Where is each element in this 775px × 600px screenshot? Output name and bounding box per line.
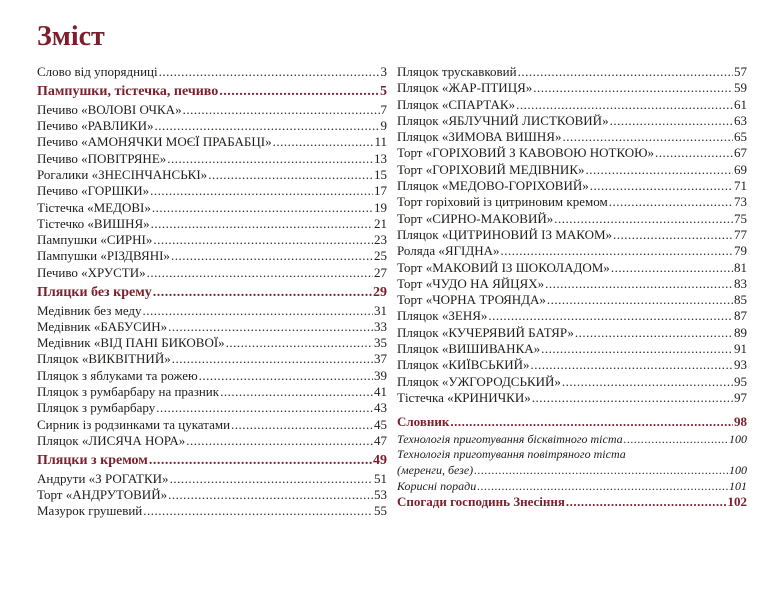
dot-leader xyxy=(152,200,373,216)
dot-leader xyxy=(143,303,373,319)
toc-entry-title: Андрути «З РОГАТКИ» xyxy=(37,470,169,486)
toc-entry-title: Пляцок «ЯБЛУЧНИЙ ЛИСТКОВИЙ» xyxy=(397,112,609,128)
dot-leader xyxy=(150,183,373,199)
toc-entry[interactable] xyxy=(37,64,387,80)
dot-leader xyxy=(153,232,373,248)
toc-entry-title: Торт «ГОРІХОВИЙ МЕДІВНИК» xyxy=(397,161,585,177)
toc-entry[interactable] xyxy=(37,102,387,118)
dot-leader xyxy=(541,341,733,357)
toc-entry[interactable] xyxy=(397,478,747,494)
dot-leader xyxy=(590,178,733,194)
toc-entry-title: Печиво «АМОНЯЧКИ МОЄЇ ПРАБАБЦІ» xyxy=(37,134,272,150)
toc-entry-title: Пляцок трускавковий xyxy=(397,64,517,79)
dot-leader xyxy=(219,83,379,102)
toc-entry[interactable] xyxy=(37,118,387,134)
dot-leader xyxy=(624,431,728,447)
toc-entry[interactable] xyxy=(397,325,747,341)
dot-leader xyxy=(531,357,733,373)
toc-entry-title: Тістечка «МЕДОВІ» xyxy=(37,199,151,215)
toc-page-number: 35 xyxy=(374,335,387,351)
toc-entry-title: Печиво «ХРУСТИ» xyxy=(37,264,146,280)
toc-page-number: 69 xyxy=(734,161,747,177)
toc-entry-title: Пляцок «УЖГОРОДСЬКИЙ» xyxy=(397,373,561,389)
toc-entry-title: Роляда «ЯГІДНА» xyxy=(397,243,500,259)
dot-leader xyxy=(168,487,373,503)
toc-page-number: 67 xyxy=(734,145,747,161)
toc-entry[interactable] xyxy=(37,183,387,199)
toc-entry[interactable] xyxy=(397,178,747,194)
toc-entry-title: Торт «МАКОВИЙ ІЗ ШОКОЛАДОМ» xyxy=(397,259,610,275)
toc-entry-title: Сирник із родзинками та цукатами xyxy=(37,416,231,432)
toc-entry-title: Тістечко «ВИШНЯ» xyxy=(37,215,150,231)
dot-leader xyxy=(488,308,733,324)
toc-entry[interactable] xyxy=(37,134,387,150)
dot-leader xyxy=(474,462,728,478)
toc-page-number: 65 xyxy=(734,129,747,145)
dot-leader xyxy=(610,113,733,129)
toc-entry[interactable] xyxy=(37,351,387,367)
toc-entry[interactable] xyxy=(37,303,387,319)
toc-entry[interactable] xyxy=(397,113,747,129)
dot-leader xyxy=(613,227,733,243)
toc-entry-title: Пляцок «КУЧЕРЯВИЙ БАТЯР» xyxy=(397,324,574,340)
toc-page-number: 19 xyxy=(374,199,387,215)
dot-leader xyxy=(501,243,734,259)
toc-entry-title: Спогади господинь Знесіння xyxy=(397,494,565,510)
toc-entry[interactable] xyxy=(37,248,387,264)
toc-entry-title: Слово від упорядниці xyxy=(37,64,158,79)
toc-page-number: 47 xyxy=(374,432,387,448)
toc-entry[interactable] xyxy=(397,357,747,373)
dot-leader xyxy=(532,390,733,406)
toc-entry[interactable] xyxy=(397,341,747,357)
toc-entry-title: (меренги, безе) xyxy=(397,462,474,477)
toc-entry[interactable] xyxy=(397,211,747,227)
dot-leader xyxy=(171,248,373,264)
toc-page-number: 39 xyxy=(374,367,387,383)
toc-entry[interactable] xyxy=(37,265,387,281)
dot-leader xyxy=(547,292,733,308)
toc-entry-title: Торт горіховий із цитриновим кремом xyxy=(397,194,608,210)
toc-entry-title: Мазурок грушевий xyxy=(37,503,143,519)
toc-entry-title: Пампушки «СИРНІ» xyxy=(37,232,153,248)
toc-page-number: 17 xyxy=(374,183,387,199)
toc-entry[interactable] xyxy=(397,129,747,145)
dot-leader xyxy=(153,284,372,303)
dot-leader xyxy=(516,97,733,113)
toc-entry-title: Тістечка «КРИНИЧКИ» xyxy=(397,389,531,405)
dot-leader xyxy=(170,471,373,487)
toc-entry-title: Пляцок «ВИКВІТНИЙ» xyxy=(37,351,171,367)
toc-page-number: 29 xyxy=(373,285,387,301)
toc-entry-title: Печиво «РАВЛИКИ» xyxy=(37,118,154,134)
dot-leader xyxy=(226,335,373,351)
dot-leader xyxy=(477,478,728,494)
toc-entry-title: Медівник «ВІД ПАНІ БИКОВОЇ» xyxy=(37,335,225,351)
toc-entry-title: Медівник «БАБУСИН» xyxy=(37,318,168,334)
toc-entry-title: Технологія приготування повітряного тіста xyxy=(397,446,626,461)
toc-page-number: 61 xyxy=(734,96,747,112)
toc-page-number: 3 xyxy=(380,64,387,79)
toc-entry-title: Пляцки з кремом xyxy=(37,453,148,469)
toc-left-column xyxy=(37,64,387,520)
toc-entry-title: Пляцок «ВИШИВАНКА» xyxy=(397,341,541,357)
toc-page-number: 89 xyxy=(734,324,747,340)
toc-entry-title: Торт «ГОРІХОВИЙ З КАВОВОЮ НОТКОЮ» xyxy=(397,145,655,161)
toc-entry[interactable] xyxy=(397,64,747,80)
toc-entry[interactable] xyxy=(37,216,387,232)
toc-page-number: 33 xyxy=(374,318,387,334)
toc-entry[interactable] xyxy=(397,308,747,324)
toc-entry[interactable] xyxy=(397,80,747,96)
toc-section-heading[interactable] xyxy=(37,452,387,471)
dot-leader xyxy=(566,494,727,510)
toc-entry[interactable] xyxy=(397,292,747,308)
toc-entry[interactable] xyxy=(397,374,747,390)
toc-page-number: 81 xyxy=(734,259,747,275)
dot-leader xyxy=(208,167,373,183)
dot-leader xyxy=(586,162,734,178)
dot-leader xyxy=(156,400,373,416)
toc-page-number: 98 xyxy=(734,414,747,430)
toc-entry[interactable] xyxy=(37,417,387,433)
toc-entry[interactable] xyxy=(397,145,747,161)
toc-entry-title: Торт «ЧОРНА ТРОЯНДА» xyxy=(397,292,546,308)
toc-page-number: 21 xyxy=(374,215,387,231)
toc-entry-title: Пампушки «РІЗДВЯНІ» xyxy=(37,248,170,264)
toc-page-number: 100 xyxy=(729,431,747,446)
toc-entry[interactable] xyxy=(397,414,747,430)
toc-page-number: 55 xyxy=(374,503,387,519)
dot-leader xyxy=(149,452,372,471)
dot-leader xyxy=(172,351,373,367)
toc-page-number: 27 xyxy=(374,264,387,280)
toc-entry[interactable] xyxy=(397,431,747,447)
toc-entry-title: Торт «ЧУДО НА ЯЙЦЯХ» xyxy=(397,275,545,291)
toc-page-number: 53 xyxy=(374,487,387,503)
toc-page-number: 31 xyxy=(374,302,387,318)
toc-page-number: 49 xyxy=(373,453,387,469)
toc-entry-title: Пляцок «ЗЕНЯ» xyxy=(397,308,488,324)
dot-leader xyxy=(273,134,374,150)
dot-leader xyxy=(151,216,373,232)
toc-page-number: 73 xyxy=(734,194,747,210)
section-spacer xyxy=(397,406,747,414)
toc-entry[interactable] xyxy=(37,471,387,487)
dot-leader xyxy=(155,118,380,134)
toc-entry-title: Торт «СИРНО-МАКОВИЙ» xyxy=(397,210,554,226)
toc-entry[interactable] xyxy=(37,368,387,384)
toc-entry[interactable] xyxy=(397,227,747,243)
toc-entry-title: Пляцок «ЗИМОВА ВИШНЯ» xyxy=(397,129,562,145)
toc-page-number: 101 xyxy=(729,479,747,494)
toc-page-number: 93 xyxy=(734,357,747,373)
toc-entry-title: Пляцок «ЛИСЯЧА НОРА» xyxy=(37,432,186,448)
toc-page-number: 102 xyxy=(727,494,747,510)
toc-entry[interactable] xyxy=(37,335,387,351)
toc-page-number: 85 xyxy=(734,292,747,308)
toc-entry-title: Пампушки, тістечка, печиво xyxy=(37,84,219,100)
page-title: Зміст xyxy=(37,21,105,52)
toc-entry-title: Торт «АНДРУТОВИЙ» xyxy=(37,487,168,503)
toc-entry-title: Словник xyxy=(397,414,450,430)
dot-leader xyxy=(159,64,380,80)
toc-entry[interactable] xyxy=(37,503,387,519)
dot-leader xyxy=(143,503,373,519)
dot-leader xyxy=(199,368,373,384)
dot-leader xyxy=(562,374,733,390)
toc-page-number: 5 xyxy=(380,84,387,100)
toc-page-number: 83 xyxy=(734,275,747,291)
toc-page-number: 63 xyxy=(734,112,747,128)
toc-entry-title: Пляцки без крему xyxy=(37,285,152,301)
toc-entry-title: Рогалики «ЗНЕСІНЧАНСЬКІ» xyxy=(37,166,208,182)
dot-leader xyxy=(545,276,733,292)
toc-entry-title: Пляцок з румбарбару xyxy=(37,400,156,416)
toc-section-heading[interactable] xyxy=(37,284,387,303)
toc-entry[interactable] xyxy=(37,433,387,449)
dot-leader xyxy=(168,319,373,335)
toc-page-number: 9 xyxy=(380,118,387,134)
toc-page-number: 87 xyxy=(734,308,747,324)
toc-entry[interactable] xyxy=(397,447,747,462)
dot-leader xyxy=(562,129,733,145)
toc-entry-title: Медівник без меду xyxy=(37,302,142,318)
toc-page-number: 45 xyxy=(374,416,387,432)
dot-leader xyxy=(450,414,733,430)
toc-page-number: 79 xyxy=(734,243,747,259)
toc-page-number: 41 xyxy=(374,384,387,400)
toc-entry[interactable] xyxy=(397,243,747,259)
toc-entry-title: Печиво «ПОВІТРЯНЕ» xyxy=(37,150,167,166)
toc-entry[interactable] xyxy=(397,494,747,510)
toc-entry-title: Пляцок «ЦИТРИНОВИЙ ІЗ МАКОМ» xyxy=(397,226,613,242)
toc-entry[interactable] xyxy=(37,200,387,216)
toc-entry-title: Технологія приготування бісквітного тіста xyxy=(397,431,623,446)
toc-entry[interactable] xyxy=(37,400,387,416)
dot-leader xyxy=(183,102,380,118)
dot-leader xyxy=(533,80,733,96)
toc-page-number: 77 xyxy=(734,226,747,242)
dot-leader xyxy=(655,145,733,161)
dot-leader xyxy=(167,151,373,167)
toc-entry[interactable] xyxy=(37,151,387,167)
toc-entry[interactable] xyxy=(397,462,747,478)
toc-page-number: 37 xyxy=(374,351,387,367)
toc-entry[interactable] xyxy=(37,232,387,248)
toc-page-number: 57 xyxy=(734,64,747,79)
toc-entry[interactable] xyxy=(397,162,747,178)
toc-right-column xyxy=(397,64,747,511)
dot-leader xyxy=(575,325,733,341)
toc-entry-title: Печиво «ГОРШКИ» xyxy=(37,183,150,199)
toc-entry[interactable] xyxy=(37,319,387,335)
toc-entry-title: Пляцок «ЖАР-ПТИЦЯ» xyxy=(397,80,533,96)
toc-page-number: 100 xyxy=(729,462,747,477)
toc-entry[interactable] xyxy=(397,260,747,276)
toc-page-number: 43 xyxy=(374,400,387,416)
toc-entry-title: Печиво «ВОЛОВІ ОЧКА» xyxy=(37,101,182,117)
dot-leader xyxy=(147,265,373,281)
toc-page-number: 7 xyxy=(380,101,387,117)
toc-page-number: 97 xyxy=(734,389,747,405)
toc-entry[interactable] xyxy=(37,384,387,400)
toc-entry[interactable] xyxy=(397,390,747,406)
toc-entry[interactable] xyxy=(37,167,387,183)
toc-page-number: 51 xyxy=(374,470,387,486)
toc-entry[interactable] xyxy=(397,97,747,113)
dot-leader xyxy=(186,433,373,449)
toc-entry[interactable] xyxy=(397,194,747,210)
toc-page-number: 15 xyxy=(374,166,387,182)
dot-leader xyxy=(554,211,733,227)
toc-entry-title: Пляцок «КИЇВСЬКИЙ» xyxy=(397,357,530,373)
dot-leader xyxy=(611,260,733,276)
toc-entry[interactable] xyxy=(37,487,387,503)
toc-entry-title: Корисні поради xyxy=(397,479,477,494)
toc-page-number: 13 xyxy=(374,150,387,166)
toc-entry[interactable] xyxy=(397,276,747,292)
toc-page-number: 11 xyxy=(374,134,387,150)
dot-leader xyxy=(231,417,373,433)
toc-entry-title: Пляцок «СПАРТАК» xyxy=(397,96,516,112)
toc-page-number: 59 xyxy=(734,80,747,96)
toc-entry-title: Пляцок «МЕДОВО-ГОРІХОВИЙ» xyxy=(397,178,589,194)
toc-page-number: 91 xyxy=(734,341,747,357)
dot-leader xyxy=(609,194,733,210)
toc-page-number: 95 xyxy=(734,373,747,389)
toc-entry-title: Пляцок з яблуками та рожею xyxy=(37,367,198,383)
toc-page-number: 71 xyxy=(734,178,747,194)
toc-page-number: 75 xyxy=(734,210,747,226)
toc-page-number: 23 xyxy=(374,232,387,248)
dot-leader xyxy=(518,64,733,80)
toc-page-number: 25 xyxy=(374,248,387,264)
dot-leader xyxy=(220,384,373,400)
toc-section-heading[interactable] xyxy=(37,83,387,102)
toc-entry-title: Пляцок з румбарбару на празник xyxy=(37,384,220,400)
